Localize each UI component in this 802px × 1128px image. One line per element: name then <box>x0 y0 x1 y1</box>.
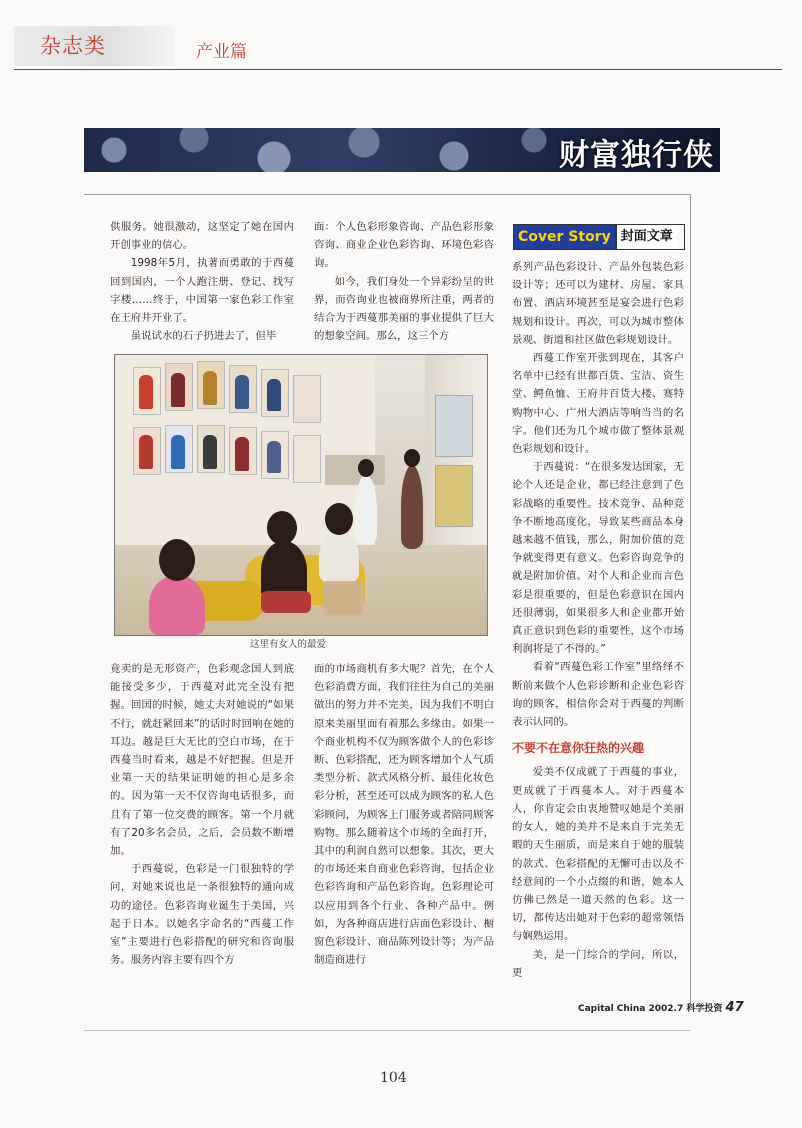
paragraph: 面的市场商机有多大呢？首先，在个人色彩消费方面，我们往往为自己的美丽做出的努力并不完美，因为我们不明白原来美丽里面有着那么多缘由。如果一个商业机构不仅为顾客做个人的色彩诊断、色彩搭配，还为顾客增加个人气质类型分析、款式风格分析、最佳化妆色彩分析，甚至还可以成为顾客的私人色彩顾问，为顾客上门服务或者陪同顾客购物。那么随着这个市场的全面打开，其中的利润自然可以想象。其次，更大的市场还来自商业色彩咨询，包括企业色彩咨询和产品色彩咨询。色彩理论可以应用到各个行业、各种产品中。例如，为各种商店进行店面色彩设计、橱窗色彩设计、商品陈列设计等；为产品制造商进行 <box>314 663 494 967</box>
poster-figure <box>171 373 185 407</box>
poster-figure <box>267 441 281 473</box>
poster-figure <box>235 375 249 409</box>
paragraph: 1998年5月，执著而勇敢的于西蔓回到国内，一个人跑注册、登记、找写字楼……终于，中国第一家色彩工作室在王府井开业了。 <box>110 257 294 325</box>
poster-figure <box>203 435 217 469</box>
photo-shelf <box>325 455 385 485</box>
person-standing <box>355 475 377 545</box>
person-head <box>267 511 297 545</box>
column-3 <box>512 258 684 982</box>
column-1-bottom <box>110 660 294 969</box>
header-category: 杂志类 <box>40 34 106 58</box>
color-panel <box>435 395 473 457</box>
coin-banner <box>84 128 720 172</box>
article-frame-top <box>84 194 690 195</box>
article-frame-bottom <box>84 1030 690 1031</box>
paragraph: 美，是一门综合的学问，所以，更 <box>512 948 684 979</box>
header-rule <box>14 69 782 70</box>
paragraph: 爱美不仅成就了于西蔓的事业，更成就了于西蔓本人。对于西蔓本人，你肯定会由衷地赞叹她是个美丽的女人，她的美并不是来自于完美无暇的天生丽质，而是来自于她的服装的款式、色彩搭配的无懈可击以及不经意间的一个小点缀的和谐，她本人仿佛已然是一道天然的色彩。这一切，都传达出她对于色彩的超常领悟与娴熟运用。 <box>512 766 684 943</box>
paragraph: 看着“西蔓色彩工作室”里络绎不断前来做个人色彩诊断和企业色彩咨询的顾客，相信你会对于西蔓的判断表示认同的。 <box>512 661 684 729</box>
column-2-top <box>314 218 494 345</box>
section-subheading: 不要不在意你狂热的兴趣 <box>512 741 645 756</box>
article-frame-right <box>690 194 691 1006</box>
poster-figure <box>203 371 217 405</box>
khaki-pants <box>323 581 363 615</box>
color-panel <box>435 465 473 527</box>
fashion-poster <box>293 435 321 483</box>
paragraph: 如今，我们身处一个异彩纷呈的世界，而咨询业也被商界所注重，两者的结合为于西蔓那美丽的事业提供了巨大的想象空间。那么，这三个方 <box>314 275 494 343</box>
paragraph: 于西蔓说：“在很多发达国家，无论个人还是企业，都已经注意到了色彩战略的重要性。技术竞争、品种竞争不断地高度化，导致某些商品本身越来越不值钱，那么，附加价值的竞争就变得更有意义。色彩咨询竞争的就是附加价值。对个人和企业而言色彩是很重要的，但是色彩意识在国内还很薄弱，如果很多人和企业都开始真正意识到色彩的重要性，这个市场利润将是了不得的。” <box>512 461 684 656</box>
studio-photo <box>114 354 488 636</box>
poster-figure <box>139 435 153 469</box>
poster-figure <box>267 379 281 411</box>
person-head <box>159 539 195 581</box>
paragraph: 西蔓工作室开张到现在，其客户名单中已经有世都百货、宝洁、资生堂、鳄鱼恤、王府井百货大楼、赛特购物中心、广州大酒店等响当当的名字。他们还为几个城市做了整体景观色彩规划和设计。 <box>512 352 684 456</box>
paragraph: 竟卖的是无形资产，色彩观念国人到底能接受多少，于西蔓对此完全没有把握。回国的时候，她丈夫对她说的“如果不行，就赶紧回来”的话时时回响在她的耳边。越是巨大无比的空白市场，在于西蔓当时看来，越是不好把握。但是开业第一天的结果证明她的担心是多余的。因为第一天不仅咨询电话很多，而且有了第一位交费的顾客。第一个月就有了20多名会员，之后，会员数不断增加。 <box>110 663 294 858</box>
poster-figure <box>139 375 153 409</box>
person-pink-top <box>149 575 205 635</box>
column-2-bottom <box>314 660 494 969</box>
person-standing <box>401 465 423 549</box>
magazine-footer <box>578 1000 744 1015</box>
paragraph: 系列产品色彩设计、产品外包装色彩设计等；还可以为建材、房屋、家具布置、酒店环境甚至是宴会进行色彩规划和设计。再次，可以为城市整体景观、街道和社区做色彩规划设计。 <box>512 261 684 346</box>
issue-page-number: 47 <box>725 1000 744 1015</box>
column-1-top <box>110 218 294 345</box>
photo-caption: 这里有女人的最爱 <box>250 639 327 650</box>
person-light-top <box>319 531 359 583</box>
paragraph: 供服务。她很激动，这坚定了她在国内开创事业的信心。 <box>110 221 294 252</box>
header-section: 产业篇 <box>196 42 247 62</box>
paragraph: 于西蔓说，色彩是一门很独特的学问，对她来说也是一条很独特的通向成功的途径。色彩咨询业诞生于美国，兴起于日本。以她名字命名的“西蔓工作室”主要进行色彩搭配的研究和咨询服务。服务内容主要有四个方 <box>110 863 294 967</box>
magazine-name: Capital China 2002.7 <box>578 1004 684 1014</box>
cover-story-zh: 封面文章 <box>615 225 677 249</box>
person-head <box>325 503 353 535</box>
cover-story-badge <box>513 224 685 250</box>
red-skirt <box>261 591 311 613</box>
cover-story-en: Cover Story <box>514 225 615 249</box>
magazine-column: 科学投资 <box>686 1004 723 1014</box>
paragraph: 虽说试水的石子扔进去了，但毕 <box>130 330 277 343</box>
person-head <box>404 449 420 467</box>
paragraph: 面：个人色彩形象咨询、产品色彩形象咨询、商业企业色彩咨询、环境色彩咨询。 <box>314 221 494 270</box>
banner-title: 财富独行侠 <box>559 138 714 173</box>
fashion-poster <box>293 375 321 423</box>
page-number: 104 <box>380 1070 407 1086</box>
poster-figure <box>171 435 185 469</box>
poster-figure <box>235 437 249 471</box>
person-head <box>358 459 374 477</box>
